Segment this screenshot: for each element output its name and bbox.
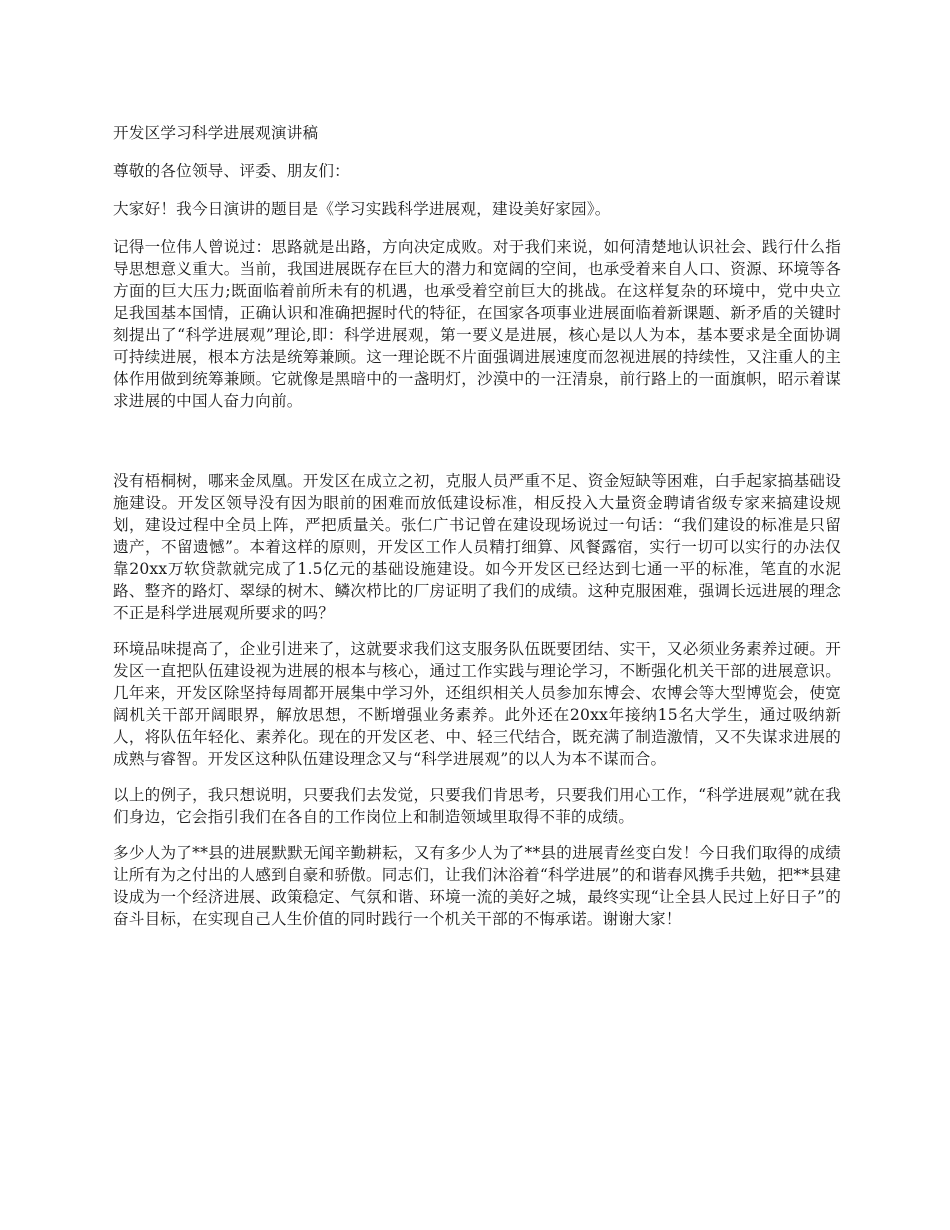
body-paragraph-2: 没有梧桐树，哪来金凤凰。开发区在成立之初，克服人员严重不足、资金短缺等困难，白手起家搞基础设施建设。开发区领导没有因为眼前的困难而放低建设标准，相反投入大量资金聘请省级专家来搞建设规划，建设过程中全员上阵，严把质量关。张仁广书记曾在建设现场说过一句话：“我们建设的标准是只留遗产，不留遗憾”。本着这样的原则，开发区工作人员精打细算、风餐露宿，实行一切可以实行的办法仅靠20xx万软贷款就完成了1.5亿元的基础设施建设。如今开发区已经达到七通一平的标准，笔直的水泥路、整齐的路灯、翠绿的树木、鳞次栉比的厂房证明了我们的成绩。这种克服困难，强调长远进展的理念不正是科学进展观所要求的吗？	[113, 472, 841, 622]
salutation: 尊敬的各位领导、评委、朋友们：	[113, 162, 350, 180]
intro-paragraph: 大家好！我今日演讲的题目是《学习实践科学进展观，建设美好家园》。	[113, 200, 611, 218]
document-title: 开发区学习科学进展观演讲稿	[113, 124, 319, 142]
body-paragraph-5: 多少人为了**县的进展默默无闻辛勤耕耘，又有多少人为了**县的进展青丝变白发！今日我们取得的成绩让所有为之付出的人感到自豪和骄傲。同志们，让我们沐浴着“科学进展”的和谐春风携手共勉，把**县建设成为一个经济进展、政策稳定、气氛和谐、环境一流的美好之城，最终实现“让全县人民过上好日子”的奋斗目标，在实现自己人生价值的同时践行一个机关干部的不悔承诺。谢谢大家！	[113, 844, 841, 928]
document-body	[113, 122, 841, 944]
body-paragraph-3: 环境品味提高了，企业引进来了，这就要求我们这支服务队伍既要团结、实干，又必须业务素养过硬。开发区一直把队伍建设视为进展的根本与核心，通过工作实践与理论学习，不断强化机关干部的进展意识。几年来，开发区除坚持每周都开展集中学习外，还组织相关人员参加东博会、农博会等大型博览会，使宽阔机关干部开阔眼界，解放思想，不断增强业务素养。此外还在20xx年接纳15名大学生，通过吸纳新人，将队伍年轻化、素养化。现在的开发区老、中、轻三代结合，既充满了制造激情，又不失谋求进展的成熟与睿智。开发区这种队伍建设理念又与“科学进展观”的以人为本不谋而合。	[113, 640, 841, 768]
body-paragraph-4: 以上的例子，我只想说明，只要我们去发觉，只要我们肯思考，只要我们用心工作，“科学进展观”就在我们身边，它会指引我们在各自的工作岗位上和制造领域里取得不菲的成绩。	[113, 786, 841, 826]
blank-gap	[113, 426, 841, 470]
body-paragraph-1: 记得一位伟人曾说过：思路就是出路，方向决定成败。对于我们来说，如何清楚地认识社会、践行什么指导思想意义重大。当前，我国进展既存在巨大的潜力和宽阔的空间，也承受着来自人口、资源、环境等各方面的巨大压力;既面临着前所未有的机遇，也承受着空前巨大的挑战。在这样复杂的环境中，党中央立足我国基本国情，正确认识和准确把握时代的特征，在国家各项事业进展面临着新课题、新矛盾的关键时刻提出了“科学进展观”理论,即：科学进展观，第一要义是进展，核心是以人为本，基本要求是全面协调可持续进展，根本方法是统筹兼顾。这一理论既不片面强调进展速度而忽视进展的持续性，又注重人的主体作用做到统筹兼顾。它就像是黑暗中的一盏明灯，沙漠中的一汪清泉，前行路上的一面旗帜，昭示着谋求进展的中国人奋力向前。	[113, 238, 841, 410]
